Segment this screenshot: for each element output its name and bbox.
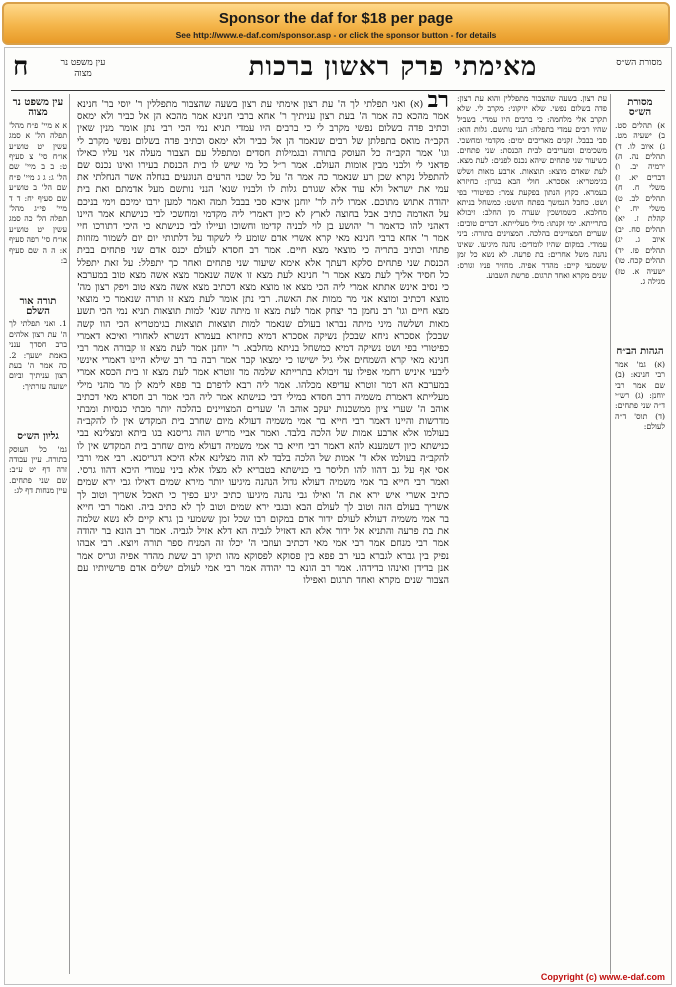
torah-or-notes: 1. ואני תפלתי לך ה' עת רצון אלהים ברב חסדך ענני באמת ישעך: 2. כה אמר ה' בעת רצון עניתיך וביום ישועה עזרתיך: — [9, 319, 67, 391]
right-divider — [610, 94, 611, 974]
page-header — [5, 52, 671, 88]
gemara-column — [77, 94, 449, 978]
ein-mishpat-heading: עין משפט נר מצוה — [12, 97, 64, 119]
page-number: ח — [13, 52, 29, 82]
gemara-text: (א) ואני תפלתי לך ה' עת רצון אימתי עת רצון בשעה שהצבור מתפללין ר' יוסי בר' חנינא אמר מהכא כה אמר ה' בעת רצון עניתיך ר' אחא ברבי חנינא אמר מהכא הן אל כביר ולא ימאס וכתיב פדה בשלום נפשי מקרב לי כי ברבים היו עמדי תניא נמי הכי רבי נתן אומר מנין שאין הקב״ה מואס בתפלתן של רבים שנאמר הן אל כביר ולא ימאס וכתיב פדה בשלום נפשי מקרב לי וגו' אמר הקב״ה כל העוסק בתורה ובגמילות חסדים ומתפלל עם הצבור מעלה אני עליו כאילו פדאני לי ולבני מבין אומות העולם. אמר ר״ל כל מי שיש לו בית הכנסת בעירו ואינו נכנס שם להתפלל נקרא שכן רע שנאמר כה אמר ה' על כל שכני הרעים הנוגעים בנחלה אשר הנחלתי את עמי את ישראל ולא עוד אלא שגורם גלות לו ולבניו שנא' הנני נותשם מעל אדמתם ואת בית יהודה אתוש מתוכם. אמרו ליה לר' יוחנן איכא סבי בבבל תמה ואמר למען ירבו ימיכם וימי בניכם על האדמה כתיב אבל בחוצה לארץ לא כיון דאמרי ליה מקדמי ומחשכי לבי כנישתא אמר היינו דאהני להו כדאמר ר' יהושע בן לוי לבניה קדימו וחשוכו ועיילו לבי כנישתא כי היכי דתורכו חיי אמר ר' אחא ברבי חנינא מאי קרא אשרי אדם שומע לי לשקוד על דלתותי יום יום לשמור מזוזות פתחי וכתיב בתריה כי מוצאי מצא חיים. אמר רב חסדא לעולם יכנס אדם שני פתחים בבית הכנסת שני פתחים סלקא דעתך אלא אימא שיעור שני פתחים ואחר כך יתפלל: על זאת יתפלל כל חסיד אליך לעת מצא אמר ר' חנינא לעת מצא זו אשה שנאמר מצא אשה מצא טוב במערבא כי נסיב אינש אתתא אמרי ליה הכי מצא או מוצא מצא דכתיב מצא אשה מצא טוב ויפק רצון מה' מוצא דכתיב ומוצא אני מר ממות את האשה. רבי נתן אומר לעת מצא זו תורה שנאמר כי מוצאי מצא חיים וגו' רב נחמן בר יצחק אמר לעת מצא זו מיתה שנא' למות תוצאות תניא נמי הכי תשע מאות ושלשה מיני מיתה נבראו בעולם שנאמר למות תוצאות תוצאות בגימטריא הכי הוו קשה שבכלן אסכרא ניחא שבכלן נשיקה אסכרא דמיא כחיזרא בעמרא דנשרא לאחורי ואיכא דאמרי כפיטורי בפי ושט נשיקה דמיא כמשחל בניתא מחלבא. ר' יוחנן אמר לעת מצא זו קבורה אמר רבי חנינא מאי קרא השמחים אלי גיל ישישו כי ימצאו קבר אמר רבה בר רב שילא היינו דאמרי אינשי ליבעי איניש רחמי אפילו עד זיבולא בתרייתא שלמה מר זוטרא אמר לעת מצא זו בית הכסא אמרי במערבא הא דמר זוטרא עדיפא מכלהו. אמר ליה רבא לרפרם בר פפא לימא לן מר מהני מילי מעלייתא דאמרת משמיה דרב חסדא במילי דבי כנישתא אמר ליה הכי אמר רב חסדא מאי דכתיב אוהב ה' שערי ציון ממשכנות יעקב אוהב ה' שערים המצויינים בהלכה יותר מבתי כנסיות ומבתי מדרשות והיינו דאמר רבי חייא בר אמי משמיה דעולא מיום שחרב בית המקדש אין לו להקב״ה בעולמו אלא ארבע אמות של הלכה בלבד. ואמר אביי מריש הוה גריסנא בגו ביתא ומצלינא בבי כנישתא כיון דשמענא להא דאמר רבי חייא בר אמי משמיה דעולא מיום שחרב בית המקדש אין לו להקב״ה בעולמו אלא ד' אמות של הלכה בלבד לא הוה מצלינא אלא היכא דגריסנא. רבי אמי ורבי אסי אף על גב דהוו להו תליסר בי כנישתא בטבריא לא מצלו אלא ביני עמודי היכא דהוו גרסי. ואמר רבי חייא בר אמי משמיה דעולא גדול הנהנה מיגיעו יותר מירא שמים דאילו גבי ירא שמים כתיב אשרי איש ירא את ה' ואילו גבי נהנה מיגיעו כתיב יגיע כפיך כי תאכל אשריך וטוב לך אשריך בעולם הזה וטוב לך לעולם הבא ובגבי ירא שמים וטוב לך לא כתיב ביה. ואמר רבי חייא בר אמי משמיה דעולא לעולם ידור אדם במקום רבו שכל זמן ששמעי בן גרא קיים לא נשא שלמה את בת פרעה והתניא אל ידור אלא הא דאזיל לגביה הא דלא אזיל לגביה. אמר רב הונא בר יהודה אמר רבי מנחם אמר רבי אמי מאי דכתיב ועוזבי ה' יכלו זה המניח ספר תורה ויוצא. רבי אבהו נפיק בין גברא לגברא בעי רב פפא בין פסוקא לפסוקא מהו תיקו רב ששת מהדר אפיה וגריס אמר אנן בדידן ואינהו בדידהו. אמר רב הונא בר יהודה אמר רבי אמי לעולם ישלים אדם פרשיותיו עם הצבור שנים מקרא ואחד תרגום ואפילו — [77, 99, 449, 586]
torah-or-heading: תורה אור השלם — [19, 295, 57, 317]
ein-mishpat-notes: א א מיי' פ״ח מהל' תפלה הל' א סמג עשין יט טוש״ע או״ח סי' צ סעיף ט: ב ב מיי' שם הל' ג: ג ג מיי' פ״ח שם הל' ב טוש״ע שם סעיף יח: ד ד מיי' פי״ג מהל' תפלה הל' כה סמג עשין יט טוש״ע או״ח סי' רפה סעיף א: ה ה שם סעיף ב: — [9, 120, 67, 266]
gilyon-heading: גליון הש״ס — [17, 431, 59, 443]
header-rule — [11, 90, 665, 91]
rashi-text: עת רצון. בשעה שהצבור מתפללין והוא עת רצון: פדה בשלום נפשי. שלא יזיקוני: מקרב לי. שלא תקרב אלי מלחמה: כי ברבים היו עמדי. בשביל שהיו רבים עמדי בתפלה: הנני נותשם. גלות הוא: סבי בבבל. זקנים מאריכים ימים: מקדמי ומחשכי. משכימים ומעריבים לבית הכנסת: שני פתחים. כשיעור שני פתחים שיהא נכנס לפנים: לעת מצא. לעת שאדם מוצא: תוצאות. ארבע מאות ושלש בגימטריא: אסכרא. חולי הבא בגרון: כחיזרא בעמרא. כקוץ הנתון בפקעת צמר: כפיטורי בפי ושט. כחבל הנמשך בפתח הושט: כמשחל בניתא מחלבא. כשמושכין שערה מן החלב: זיבולא בתרייתא. ימי זקנתו: מילי מעלייתא. דברים טובים: שערים המצויינים בהלכה. המצוינים בתורה: ביני עמודי. במקום שהיו לומדים: נהנה מיגיעו. שאינו נהנה משל אחרים: בת פרעה. לא נשא כל זמן ששמעי קיים: מהדר אפיה. מחזיר פניו וגורס: שנים מקרא ואחד תרגום. פרשת השבוע. — [457, 94, 607, 280]
copyright-link[interactable]: Copyright (c) www.e-daf.com — [540, 972, 665, 982]
talmud-page — [4, 47, 672, 985]
gilyon-notes: גמ' כל העוסק בתורה. עיין עבודה זרה דף יט ע״ב: שם שני פתחים. עיין מנחות דף לג: — [9, 444, 67, 496]
rashi-column — [457, 94, 607, 974]
opening-word: רב — [427, 94, 449, 113]
sponsor-subtitle[interactable]: See http://www.e-daf.com/sponsor.asp - or click the sponsor button - for details — [175, 30, 497, 40]
left-divider — [69, 94, 70, 974]
hagahot-notes: (א) גמ' אמר רבי חנינא: (ב) שם אמר רבי יוחנן: (ג) רש״י ד״ה שני פתחים: (ד) תוס' ד״ה לעולם: — [615, 359, 665, 432]
sponsor-banner[interactable] — [2, 2, 670, 45]
left-margin-column — [9, 94, 67, 974]
right-margin-column — [615, 94, 665, 974]
masoret-heading: מסורת הש״ס — [627, 97, 653, 119]
header-ein-mishpat-label: עין משפט נר מצוה — [60, 58, 106, 79]
sponsor-title[interactable]: Sponsor the daf for $18 per page — [218, 10, 454, 27]
hagahot-heading: הגהות הב״ח — [616, 346, 664, 358]
masoret-notes: א) תהלים סט. ב) ישעיה מט. ג) איוב לו. ד) תהלים נה. ה) ירמיה יב. ו) דברים יא. ז) משלי ח. ח) תהלים לב. ט) משלי יח. י) קהלת ז. יא) תהלים סח. יב) איוב ג. יג) תהלים פז. יד) תהלים קכח. טו) ישעיה א. טז) מגילה ג. — [615, 120, 665, 286]
page-title: מאימתי פרק ראשון ברכות — [248, 52, 538, 82]
header-masoret-label: מסורת הש״ס — [616, 58, 662, 68]
